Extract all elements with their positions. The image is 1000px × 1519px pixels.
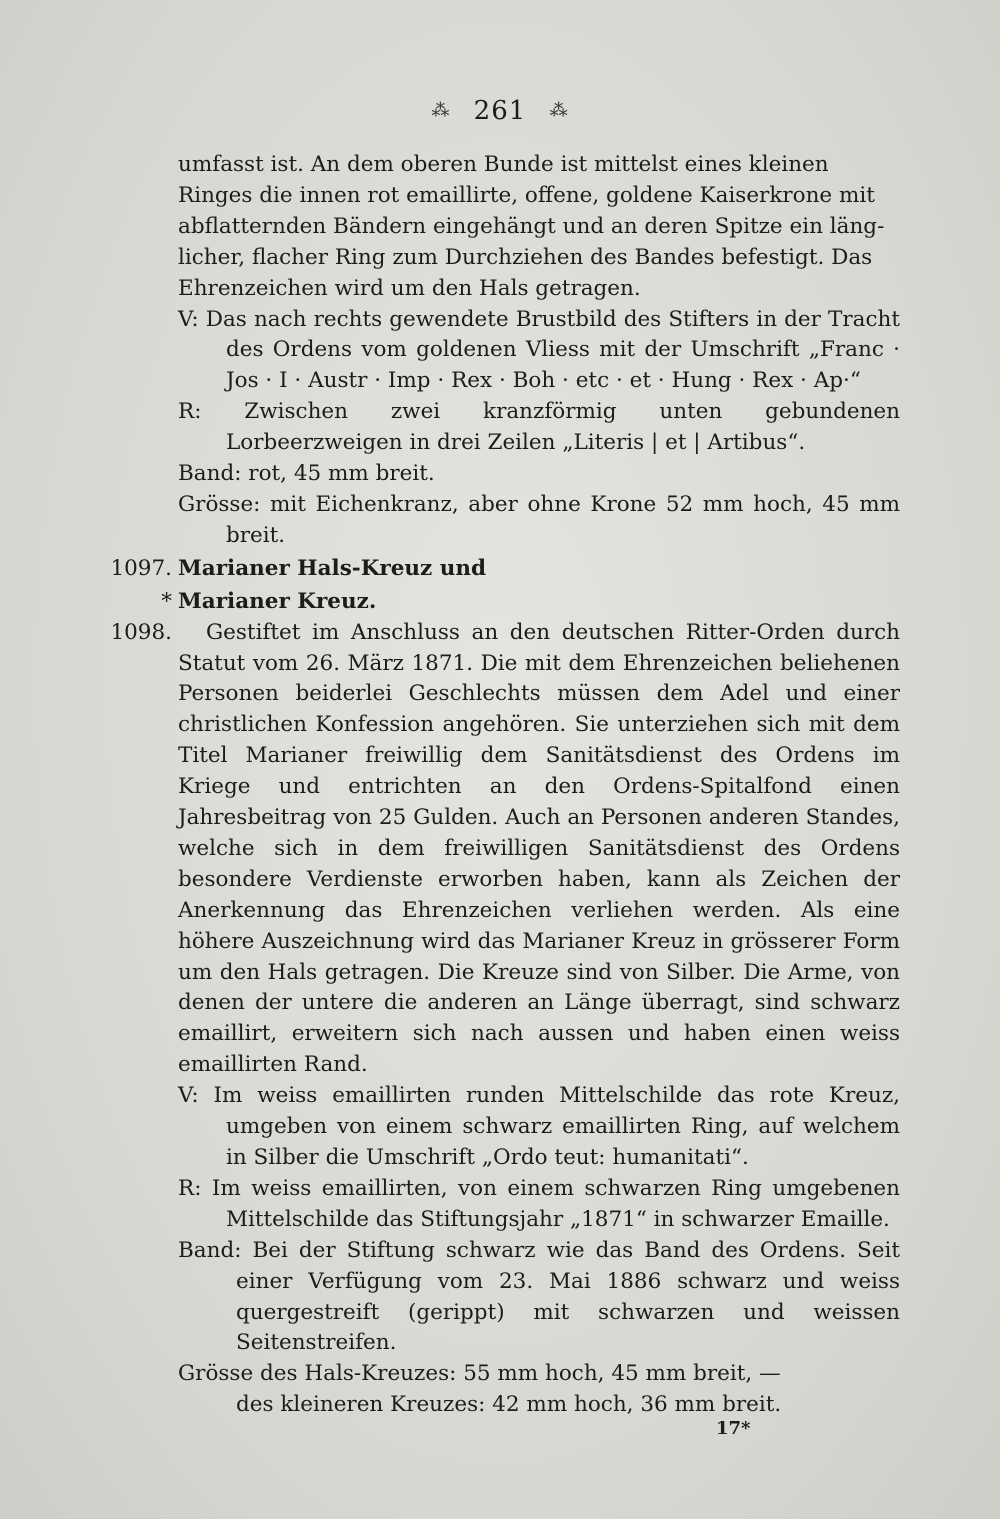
text-line: licher, flacher Ring zum Durchziehen des Bandes befestigt. Das (178, 244, 873, 270)
ornament-left-icon: ⁂ (431, 100, 451, 121)
reverse-label: R: (178, 1175, 202, 1201)
entry-title: Marianer Kreuz. (178, 588, 377, 614)
marianer-ribbon (178, 1236, 900, 1360)
entry-heading-1098 (110, 587, 900, 645)
reverse-description (178, 397, 900, 459)
obverse-label: V: (178, 306, 199, 332)
marianer-size-line: Grösse des Hals-Kreuzes: 55 mm hoch, 45 mm breit, — (178, 1361, 781, 1387)
obverse-description (178, 305, 900, 398)
page-number: 261 (473, 96, 527, 126)
page-body (110, 150, 901, 1421)
obverse-text: Im weiss emaillirten runden Mittelschilde das rote Kreuz, umgeben von einem schwarz emaillirten Ring, auf welchem in Silber die Umschrift „Ordo teut: humanitati“. (213, 1083, 901, 1170)
continuation-text (178, 150, 900, 305)
obverse-text: Das nach rechts gewendete Brustbild des Stifters in der Tracht des Ordens vom goldenen Vliess mit der Umschrift „Franc · Jos · I · Austr · Imp · Rex · Boh · etc · et · Hung · Rex · Ap·“ (205, 306, 900, 394)
ornament-right-icon: ⁂ (549, 100, 569, 121)
obverse-label: V: (178, 1083, 199, 1109)
text-line: Ehrenzeichen wird um den Hals getragen. (178, 275, 641, 301)
entry-number: * 1098. (110, 588, 172, 645)
size-info: Grösse: mit Eichenkranz, aber ohne Krone 52 mm hoch, 45 mm breit. (178, 491, 900, 548)
marianer-obverse (178, 1081, 900, 1174)
entry-heading-1097 (110, 554, 900, 585)
signature-mark: 17* (716, 1418, 751, 1439)
page-header (0, 96, 1000, 126)
reverse-label: R: (178, 399, 202, 425)
marianer-reverse (178, 1174, 900, 1236)
marianer-size-line: des kleineren Kreuzes: 42 mm hoch, 36 mm breit. (236, 1392, 782, 1418)
ribbon-info: Band: rot, 45 mm breit. (178, 461, 435, 487)
text-line: umfasst ist. An dem oberen Bunde ist mittelst eines kleinen (178, 152, 829, 177)
ribbon-label: Band: (178, 1237, 242, 1263)
marianer-description: Gestiftet im Anschluss an den deutschen Ritter-Orden durch Statut vom 26. März 1871. Die mit dem Ehrenzeichen beliehenen Personen beiderlei Geschlechts müssen dem Adel und einer christlichen Konfession angehören. Sie unterziehen sich mit dem Titel Marianer freiwillig dem Sanitätsdienst des Ordens im Kriege und entrichten an den Ordens-Spitalfond einen Jahresbeitrag von 25 Gulden. Auch an Personen anderen Standes, welche sich in dem freiwilligen Sanitätsdienst des Ordens besondere Verdienste erworben haben, kann als Zeichen der Anerkennung das Ehrenzeichen verliehen werden. Als eine höhere Auszeichnung wird das Marianer Kreuz in grösserer Form um den Hals getragen. Die Kreuze sind von Silber. Die Arme, von denen der untere die anderen an Länge überragt, sind schwarz emaillirt, erweitern sich nach aussen und haben einen weiss emaillirten Rand. (178, 619, 900, 1078)
reverse-text: Im weiss emaillirten, von einem schwarzen Ring umgebenen Mittelschilde das Stiftungsjahr „1871“ in schwarzer Emaille. (211, 1175, 900, 1232)
text-line: Ringes die innen rot emaillirte, offene, goldene Kaiserkrone mit (178, 182, 875, 208)
text-line: abflatternden Bändern eingehängt und an deren Spitze ein läng- (178, 213, 885, 239)
ribbon-text: Bei der Stiftung schwarz wie das Band des Ordens. Seit einer Verfügung vom 23. Mai 1886 schwarz und weiss quergestreift (gerippt) mit schwarzen und weissen Seitenstreifen. (236, 1237, 900, 1356)
reverse-text: Zwischen zwei kranzförmig unten gebundenen Lorbeerzweigen in drei Zeilen „Literis | et | Artibus“. (226, 399, 900, 456)
entry-number: 1097. (110, 555, 172, 581)
entry-title: Marianer Hals-Kreuz und (178, 555, 487, 581)
